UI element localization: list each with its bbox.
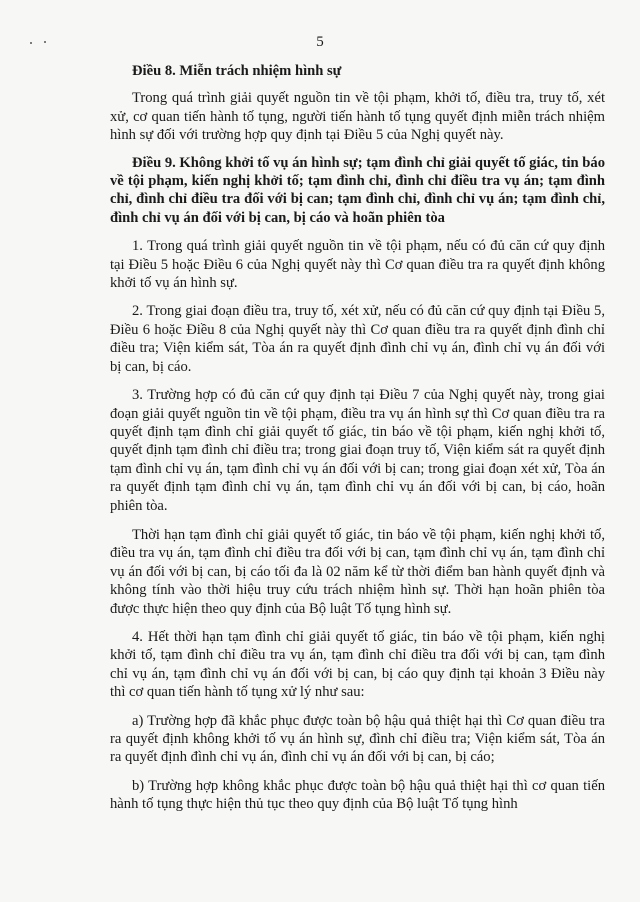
- article-8-title: Điều 8. Miễn trách nhiệm hình sự: [132, 63, 342, 79]
- document-body: [110, 62, 605, 814]
- article-9-clause-4b: b) Trường hợp không khắc phục được toàn bộ hậu quả thiệt hại thì cơ quan tiến hành tố tụng thực hiện thủ tục theo quy định của Bộ luật Tố tụng hình: [110, 777, 605, 813]
- article-9-clause-1: 1. Trong quá trình giải quyết nguồn tin về tội phạm, nếu có đủ căn cứ quy định tại Điều 5 hoặc Điều 6 của Nghị quyết này thì Cơ quan điều tra ra quyết định không khởi tố vụ án hình sự.: [110, 238, 605, 292]
- article-9-clause-3: 3. Trường hợp có đủ căn cứ quy định tại Điều 7 của Nghị quyết này, trong giai đoạn giải quyết nguồn tin về tội phạm, điều tra vụ án hình sự thì Cơ quan điều tra ra quyết định tạm đình chỉ giải quyết tố giác, tin báo về tội phạm, kiến nghị khởi tố, quyết định tạm đình chỉ điều tra; trong giai đoạn truy tố, Viện kiểm sát ra quyết định tạm đình chỉ vụ án, tạm đình chỉ vụ án đối với bị can; trong giai đoạn xét xử, Tòa án ra quyết định tạm đình chỉ vụ án, tạm đình chỉ vụ án đối với bị can, bị cáo, hoãn phiên tòa.: [110, 387, 605, 514]
- article-9-title: Điều 9. Không khởi tố vụ án hình sự; tạm đình chỉ giải quyết tố giác, tin báo về tội phạm, kiến nghị khởi tố; tạm đình chỉ, đình chỉ điều tra vụ án; tạm đình chỉ, đình chỉ điều tra đối với bị can; tạm đình chỉ, đình chỉ vụ án; tạm đình chỉ, đình chỉ vụ án đối với bị can, bị cáo và hoãn phiên tòa: [110, 154, 605, 226]
- article-9-clause-4a: a) Trường hợp đã khắc phục được toàn bộ hậu quả thiệt hại thì Cơ quan điều tra ra quyết định không khởi tố vụ án hình sự, đình chỉ điều tra; Viện kiểm sát, Tòa án ra quyết định đình chỉ vụ án, đình chỉ vụ án đối với bị can, bị cáo;: [110, 712, 605, 766]
- page-number: 5: [316, 34, 324, 50]
- article-9-clause-4: 4. Hết thời hạn tạm đình chỉ giải quyết tố giác, tin báo về tội phạm, kiến nghị khởi tố, tạm đình chỉ điều tra vụ án, tạm đình chỉ điều tra đối với bị can, tạm đình chỉ vụ án, tạm đình chỉ vụ án đối với bị can, bị cáo quy định tại khoản 3 Điều này thì cơ quan tiến hành tố tụng xử lý như sau:: [110, 628, 605, 701]
- article-9-clause-3-time-limit: Thời hạn tạm đình chỉ giải quyết tố giác, tin báo về tội phạm, kiến nghị khởi tố, điều tra vụ án, tạm đình chỉ điều tra đối với bị can, tạm đình chỉ vụ án, tạm đình chỉ vụ án đối với bị can, bị cáo tối đa là 02 năm kể từ thời điểm ban hành quyết định và không tính vào thời hiệu truy cứu trách nhiệm hình sự. Thời hạn hoãn phiên tòa được thực hiện theo quy định của Bộ luật Tố tụng hình sự.: [110, 526, 605, 617]
- article-9-clause-2: 2. Trong giai đoạn điều tra, truy tố, xét xử, nếu có đủ căn cứ quy định tại Điều 5, Điều 6 hoặc Điều 8 của Nghị quyết này thì Cơ quan điều tra ra quyết định đình chỉ điều tra; Viện kiểm sát, Tòa án ra quyết định đình chỉ vụ án, đình chỉ vụ án đối với bị can, bị cáo.: [110, 303, 605, 375]
- article-8-body: Trong quá trình giải quyết nguồn tin về tội phạm, khởi tố, điều tra, truy tố, xét xử, cơ quan tiến hành tố tụng, người tiến hành tố tụng quyết định miễn trách nhiệm hình sự đối với trường hợp quy định tại Điều 5 của Nghị quyết này.: [110, 90, 605, 144]
